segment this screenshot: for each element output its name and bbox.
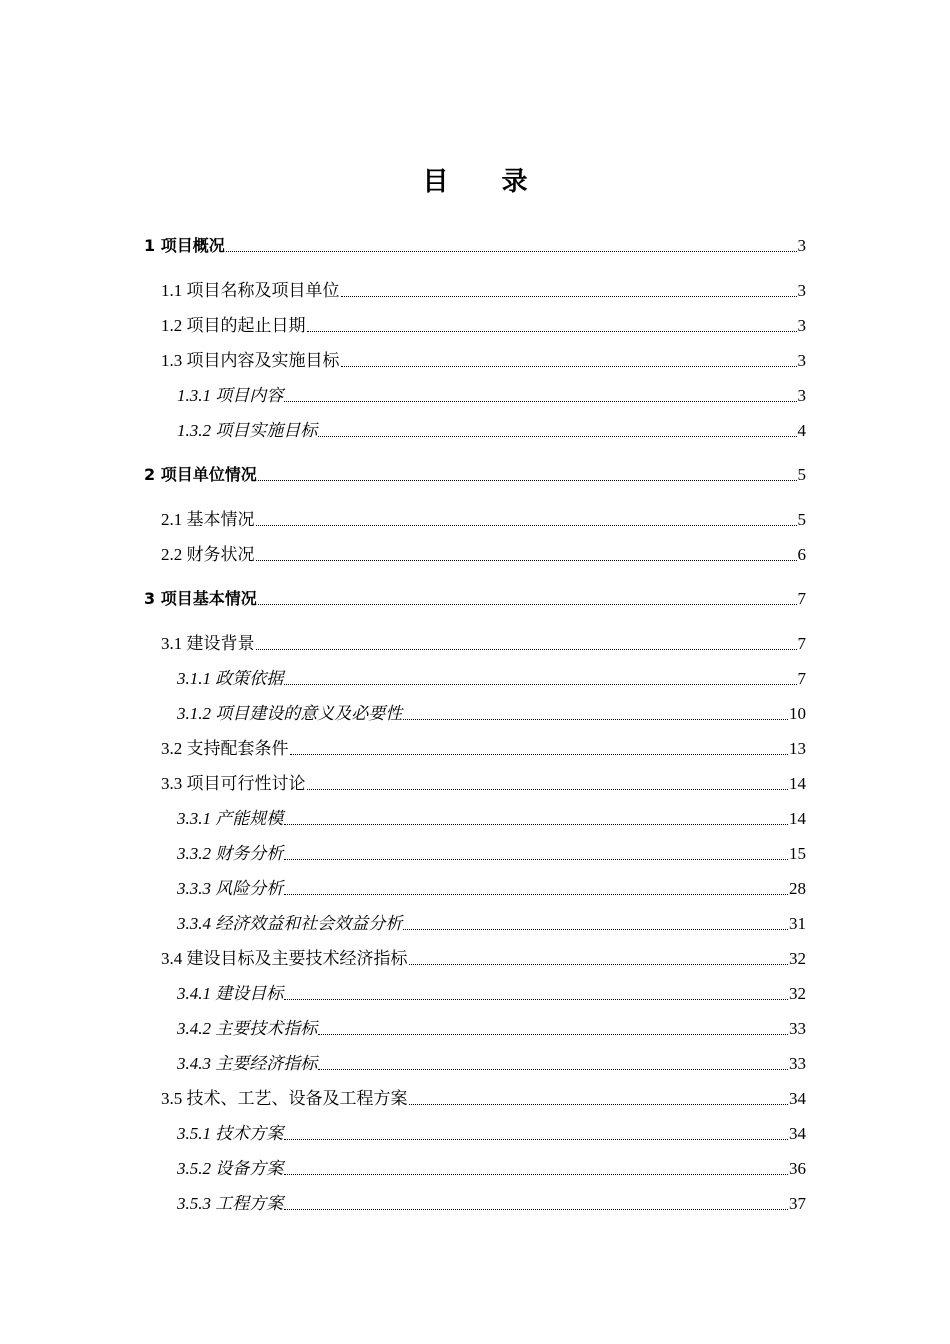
toc-dot-leader bbox=[258, 480, 797, 481]
toc-entry-text: 2.1 基本情况 bbox=[161, 510, 255, 529]
toc-entry[interactable] bbox=[177, 1017, 806, 1041]
toc-entry-text: 3.5.1 技术方案 bbox=[177, 1124, 284, 1143]
toc-entry[interactable] bbox=[177, 807, 806, 831]
toc-entry-page-number: 34 bbox=[789, 1124, 806, 1143]
toc-dot-leader bbox=[284, 684, 796, 685]
toc-entry-page-number: 4 bbox=[797, 421, 806, 440]
toc-dot-leader bbox=[341, 366, 797, 367]
toc-dot-leader bbox=[284, 999, 788, 1000]
toc-entry-page-number: 3 bbox=[797, 386, 806, 405]
toc-entry-page-number: 3 bbox=[797, 351, 806, 370]
toc-entry-page-number: 33 bbox=[789, 1019, 806, 1038]
toc-entry-text: 1.3 项目内容及实施目标 bbox=[161, 351, 340, 370]
toc-dot-leader bbox=[284, 1139, 788, 1140]
toc-dot-leader bbox=[284, 859, 788, 860]
toc-entry-text: 2 项目单位情况 bbox=[144, 465, 257, 484]
toc-dot-leader bbox=[226, 251, 797, 252]
toc-entry-page-number: 14 bbox=[789, 809, 806, 828]
toc-entry[interactable] bbox=[161, 737, 806, 761]
toc-entry[interactable] bbox=[161, 314, 806, 338]
toc-entry-text: 3 项目基本情况 bbox=[144, 589, 257, 608]
toc-dot-leader bbox=[307, 331, 797, 332]
toc-entry-page-number: 7 bbox=[797, 589, 806, 608]
toc-entry-text: 3.4.1 建设目标 bbox=[177, 984, 284, 1003]
toc-entry-page-number: 36 bbox=[789, 1159, 806, 1178]
toc-entry-page-number: 37 bbox=[789, 1194, 806, 1213]
toc-dot-leader bbox=[284, 401, 796, 402]
toc-entry-text: 3.4.2 主要技术指标 bbox=[177, 1019, 318, 1038]
toc-title: 目 录 bbox=[422, 167, 550, 197]
toc-entry-text: 3.1.2 项目建设的意义及必要性 bbox=[177, 704, 403, 723]
toc-entry[interactable] bbox=[177, 842, 806, 866]
toc-dot-leader bbox=[256, 560, 797, 561]
toc-entry[interactable] bbox=[177, 419, 806, 443]
toc-entry-page-number: 14 bbox=[789, 774, 806, 793]
toc-entry[interactable] bbox=[144, 463, 806, 487]
toc-entry[interactable] bbox=[144, 234, 806, 258]
toc-entry[interactable] bbox=[177, 982, 806, 1006]
toc-entry-page-number: 3 bbox=[797, 281, 806, 300]
toc-dot-leader bbox=[258, 604, 797, 605]
toc-entry-text: 3.4 建设目标及主要技术经济指标 bbox=[161, 949, 408, 968]
toc-entry[interactable] bbox=[177, 702, 806, 726]
toc-entry-text: 2.2 财务状况 bbox=[161, 545, 255, 564]
toc-entry-text: 3.5.3 工程方案 bbox=[177, 1194, 284, 1213]
toc-entry[interactable] bbox=[177, 384, 806, 408]
toc-dot-leader bbox=[284, 894, 788, 895]
toc-entry-text: 1 项目概况 bbox=[144, 236, 225, 255]
toc-entry-page-number: 7 bbox=[797, 669, 806, 688]
toc-entry-text: 3.3.2 财务分析 bbox=[177, 844, 284, 863]
toc-entry-page-number: 34 bbox=[789, 1089, 806, 1108]
toc-entry[interactable] bbox=[161, 543, 806, 567]
toc-entry-page-number: 3 bbox=[797, 316, 806, 335]
toc-entry[interactable] bbox=[161, 772, 806, 796]
toc-entry-text: 3.5 技术、工艺、设备及工程方案 bbox=[161, 1089, 408, 1108]
toc-dot-leader bbox=[318, 436, 796, 437]
toc-entry[interactable] bbox=[161, 279, 806, 303]
toc-entry[interactable] bbox=[177, 912, 806, 936]
toc-entry-page-number: 6 bbox=[797, 545, 806, 564]
toc-dot-leader bbox=[284, 1174, 788, 1175]
toc-dot-leader bbox=[256, 649, 797, 650]
toc-dot-leader bbox=[284, 1209, 788, 1210]
toc-dot-leader bbox=[341, 296, 797, 297]
toc-entry-text: 1.1 项目名称及项目单位 bbox=[161, 281, 340, 300]
toc-dot-leader bbox=[256, 525, 797, 526]
toc-entry-page-number: 7 bbox=[797, 634, 806, 653]
toc-entry[interactable] bbox=[177, 1122, 806, 1146]
toc-entry-page-number: 3 bbox=[797, 236, 806, 255]
toc-entry[interactable] bbox=[161, 508, 806, 532]
toc-entry-page-number: 31 bbox=[789, 914, 806, 933]
toc-dot-leader bbox=[409, 1104, 789, 1105]
toc-dot-leader bbox=[284, 824, 788, 825]
toc-entry[interactable] bbox=[177, 667, 806, 691]
toc-entry-text: 3.3 项目可行性讨论 bbox=[161, 774, 306, 793]
toc-entry[interactable] bbox=[161, 349, 806, 373]
toc-dot-leader bbox=[318, 1034, 788, 1035]
toc-dot-leader bbox=[403, 929, 788, 930]
toc-dot-leader bbox=[290, 754, 789, 755]
toc-entry-page-number: 5 bbox=[797, 510, 806, 529]
toc-dot-leader bbox=[409, 964, 789, 965]
toc-entry-text: 1.3.1 项目内容 bbox=[177, 386, 284, 405]
toc-entry-text: 1.3.2 项目实施目标 bbox=[177, 421, 318, 440]
toc-entry-text: 3.3.1 产能规模 bbox=[177, 809, 284, 828]
toc-entry-text: 3.4.3 主要经济指标 bbox=[177, 1054, 318, 1073]
toc-entry-text: 3.3.3 风险分析 bbox=[177, 879, 284, 898]
toc-entry-text: 1.2 项目的起止日期 bbox=[161, 316, 306, 335]
toc-entry[interactable] bbox=[177, 877, 806, 901]
toc-entry-text: 3.1.1 政策依据 bbox=[177, 669, 284, 688]
toc-entry-page-number: 32 bbox=[789, 984, 806, 1003]
toc-entry-text: 3.2 支持配套条件 bbox=[161, 739, 289, 758]
toc-entry[interactable] bbox=[144, 587, 806, 611]
toc-entry[interactable] bbox=[161, 632, 806, 656]
toc-entry[interactable] bbox=[177, 1157, 806, 1181]
toc-entry[interactable] bbox=[161, 1087, 806, 1111]
toc-entry-page-number: 5 bbox=[797, 465, 806, 484]
toc-entry-page-number: 32 bbox=[789, 949, 806, 968]
toc-entry-page-number: 13 bbox=[789, 739, 806, 758]
toc-dot-leader bbox=[403, 719, 788, 720]
toc-entry-text: 3.3.4 经济效益和社会效益分析 bbox=[177, 914, 403, 933]
toc-entry-page-number: 33 bbox=[789, 1054, 806, 1073]
toc-entry[interactable] bbox=[177, 1052, 806, 1076]
toc-dot-leader bbox=[307, 789, 789, 790]
toc-entry-page-number: 10 bbox=[789, 704, 806, 723]
toc-dot-leader bbox=[318, 1069, 788, 1070]
toc-entry-text: 3.1 建设背景 bbox=[161, 634, 255, 653]
toc-entry-text: 3.5.2 设备方案 bbox=[177, 1159, 284, 1178]
toc-entry[interactable] bbox=[161, 947, 806, 971]
toc-entry[interactable] bbox=[177, 1192, 806, 1216]
toc-entry-page-number: 15 bbox=[789, 844, 806, 863]
toc-entry-page-number: 28 bbox=[789, 879, 806, 898]
